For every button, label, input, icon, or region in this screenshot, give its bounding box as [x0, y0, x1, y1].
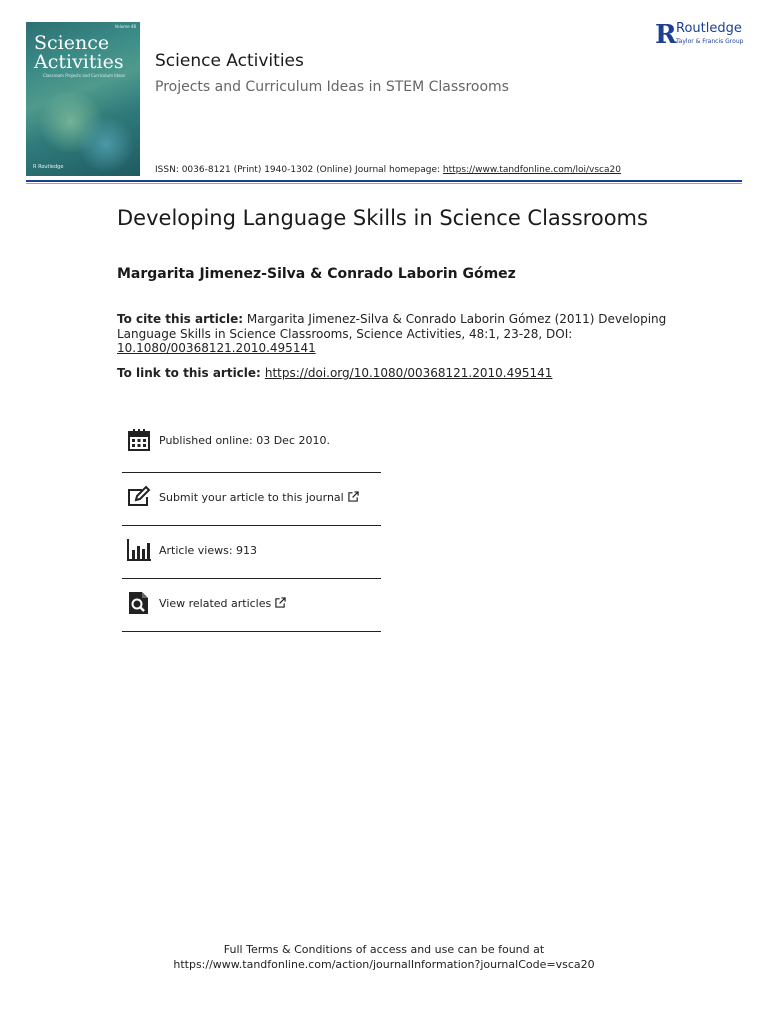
cite-text: Margarita Jimenez-Silva & Conrado Laborin Gómez (2011) Developing Language Skills in Science Classrooms, Science Activities, 48:1, 23-28, DOI: — [117, 312, 667, 341]
cite-label: To cite this article: — [117, 312, 244, 326]
link-label: To link to this article: — [117, 366, 261, 380]
cover-title: Science Activities — [34, 32, 124, 73]
external-link-icon — [275, 597, 286, 608]
journal-cover-image — [26, 22, 140, 176]
search-document-icon — [127, 591, 151, 615]
publisher-name: Routledge — [676, 21, 742, 36]
routledge-logo — [655, 21, 750, 49]
journal-title: Science Activities — [155, 51, 304, 71]
issn-line — [155, 165, 621, 175]
cover-volume-label: Volume 48 — [114, 24, 136, 29]
article-url-link[interactable]: https://doi.org/10.1080/00368121.2010.495141 — [264, 366, 553, 380]
cover-publisher-logo: R Routledge — [33, 164, 64, 170]
publisher-group: Taylor & Francis Group — [676, 38, 744, 45]
external-link-icon — [348, 491, 359, 502]
bar-chart-icon — [127, 538, 151, 562]
journal-subtitle: Projects and Curriculum Ideas in STEM Classrooms — [155, 79, 509, 95]
edit-icon — [127, 485, 151, 509]
header-divider-thin — [26, 183, 742, 184]
related-articles-row[interactable] — [122, 579, 381, 632]
published-row — [122, 416, 381, 473]
submit-article-link[interactable]: Submit your article to this journal — [159, 491, 359, 504]
article-link-line — [117, 366, 552, 380]
calendar-icon — [127, 428, 151, 452]
published-date: Published online: 03 Dec 2010. — [159, 434, 330, 447]
article-views-row — [122, 526, 381, 579]
citation-block — [117, 312, 677, 356]
related-articles-link[interactable]: View related articles — [159, 597, 286, 610]
terms-line: Full Terms & Conditions of access and use can be found at — [223, 943, 545, 956]
doi-link[interactable]: 10.1080/00368121.2010.495141 — [117, 341, 316, 355]
article-views: Article views: 913 — [159, 544, 258, 557]
terms-url[interactable]: https://www.tandfonline.com/action/journalInformation?journalCode=vsca20 — [173, 958, 595, 971]
article-title: Developing Language Skills in Science Classrooms — [117, 206, 648, 230]
submit-article-row[interactable] — [122, 473, 381, 526]
cover-subtitle: Classroom Projects and Curriculum Ideas — [43, 73, 125, 78]
issn-text: ISSN: 0036-8121 (Print) 1940-1302 (Online) Journal homepage: — [155, 165, 443, 175]
terms-footer — [0, 942, 768, 972]
header-divider — [26, 180, 742, 182]
article-info-panel — [122, 416, 381, 632]
article-authors: Margarita Jimenez-Silva & Conrado Laborin Gómez — [117, 266, 516, 282]
journal-homepage-link[interactable]: https://www.tandfonline.com/loi/vsca20 — [442, 165, 621, 175]
routledge-r-icon: R — [655, 20, 677, 50]
